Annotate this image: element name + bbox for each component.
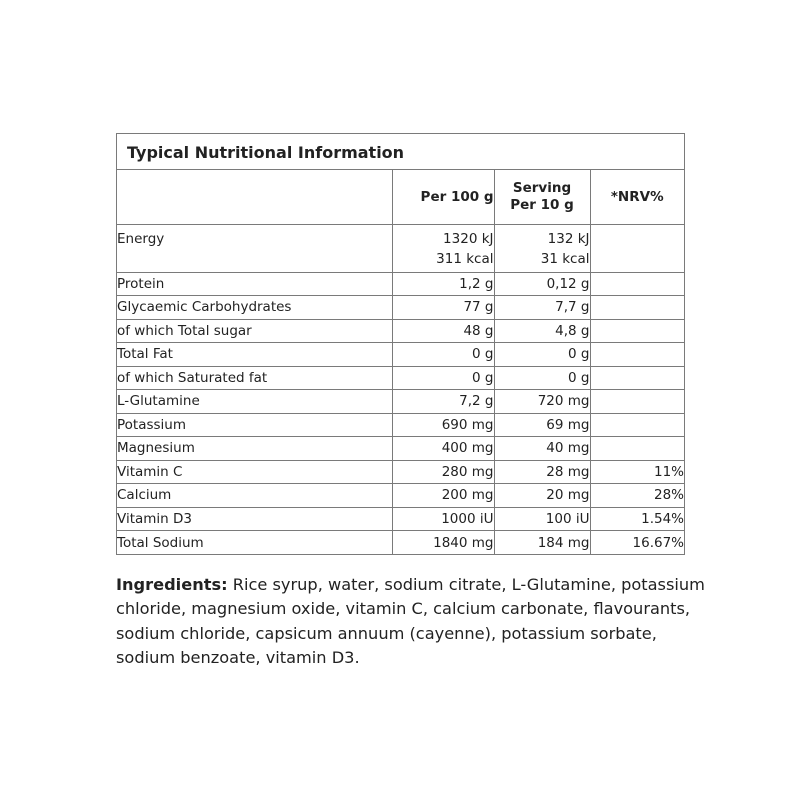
table-row (117, 531, 684, 555)
value-nrv: 28% (590, 484, 684, 508)
ingredients-block (116, 573, 716, 670)
value-per-serving: 100 iU (494, 507, 590, 531)
value-per-100g: 1,2 g (392, 272, 494, 296)
header-per-100g: Per 100 g (392, 170, 494, 224)
value-per-100g: 400 mg (392, 437, 494, 461)
header-nrv: *NRV% (590, 170, 684, 224)
energy-serving (494, 224, 590, 272)
table-row (117, 272, 684, 296)
value-per-100g: 280 mg (392, 460, 494, 484)
value-per-serving: 7,7 g (494, 296, 590, 320)
value-per-100g: 0 g (392, 343, 494, 367)
energy-serving-kj: 132 kJ (547, 230, 590, 247)
nutrient-name: Vitamin C (117, 460, 392, 484)
nutrient-name: Vitamin D3 (117, 507, 392, 531)
nutrition-table (117, 170, 684, 554)
table-row (117, 296, 684, 320)
header-row (117, 170, 684, 224)
nutrient-name: Magnesium (117, 437, 392, 461)
table-title: Typical Nutritional Information (117, 134, 684, 170)
value-per-serving: 69 mg (494, 413, 590, 437)
energy-per100-kcal: 311 kcal (436, 250, 494, 267)
value-nrv (590, 390, 684, 414)
nutrient-name: L-Glutamine (117, 390, 392, 414)
table-row (117, 460, 684, 484)
value-per-100g: 690 mg (392, 413, 494, 437)
value-per-serving: 0,12 g (494, 272, 590, 296)
value-nrv (590, 366, 684, 390)
nutrient-name: Calcium (117, 484, 392, 508)
value-per-100g: 48 g (392, 319, 494, 343)
header-serving (494, 170, 590, 224)
value-nrv: 11% (590, 460, 684, 484)
nutrient-name: Potassium (117, 413, 392, 437)
value-per-serving: 40 mg (494, 437, 590, 461)
value-nrv (590, 413, 684, 437)
value-per-serving: 4,8 g (494, 319, 590, 343)
table-row (117, 390, 684, 414)
energy-label: Energy (117, 224, 392, 272)
value-per-100g: 77 g (392, 296, 494, 320)
table-row-energy (117, 224, 684, 272)
value-per-100g: 7,2 g (392, 390, 494, 414)
value-nrv (590, 437, 684, 461)
value-per-serving: 184 mg (494, 531, 590, 555)
nutrient-name: Total Fat (117, 343, 392, 367)
ingredients-label: Ingredients: (116, 575, 228, 594)
nutrition-table-panel (116, 133, 685, 555)
table-row (117, 413, 684, 437)
nutrient-name: Protein (117, 272, 392, 296)
value-nrv (590, 319, 684, 343)
ingredients-text: Rice syrup, water, sodium citrate, L-Glutamine, potassium chloride, magnesium oxide, vitamin C, calcium carbonate, flavourants, sodium chloride, capsicum annuum (cayenne), potassium sorbate, sodium benzoate, vitamin D3. (116, 575, 705, 667)
header-serving-line2: Per 10 g (510, 196, 574, 213)
nutrient-name: Total Sodium (117, 531, 392, 555)
value-nrv (590, 272, 684, 296)
value-per-serving: 0 g (494, 366, 590, 390)
header-serving-line1: Serving (512, 179, 572, 196)
value-per-100g: 0 g (392, 366, 494, 390)
value-per-serving: 20 mg (494, 484, 590, 508)
table-row (117, 484, 684, 508)
value-per-100g: 1840 mg (392, 531, 494, 555)
value-nrv (590, 296, 684, 320)
energy-per100 (392, 224, 494, 272)
table-row (117, 319, 684, 343)
table-row (117, 343, 684, 367)
energy-serving-kcal: 31 kcal (540, 250, 590, 267)
table-row (117, 507, 684, 531)
value-nrv: 1.54% (590, 507, 684, 531)
value-per-serving: 28 mg (494, 460, 590, 484)
value-per-serving: 0 g (494, 343, 590, 367)
table-row (117, 437, 684, 461)
nutrient-name: of which Saturated fat (117, 366, 392, 390)
energy-per100-kj: 1320 kJ (443, 230, 494, 247)
value-nrv: 16.67% (632, 534, 684, 551)
value-per-100g: 1000 iU (392, 507, 494, 531)
nutrient-name: of which Total sugar (117, 319, 392, 343)
value-per-100g: 200 mg (392, 484, 494, 508)
energy-nrv (590, 224, 684, 272)
nutrient-name: Glycaemic Carbohydrates (117, 296, 392, 320)
table-row (117, 366, 684, 390)
value-nrv (590, 343, 684, 367)
header-nutrient (117, 170, 392, 224)
value-per-serving: 720 mg (494, 390, 590, 414)
